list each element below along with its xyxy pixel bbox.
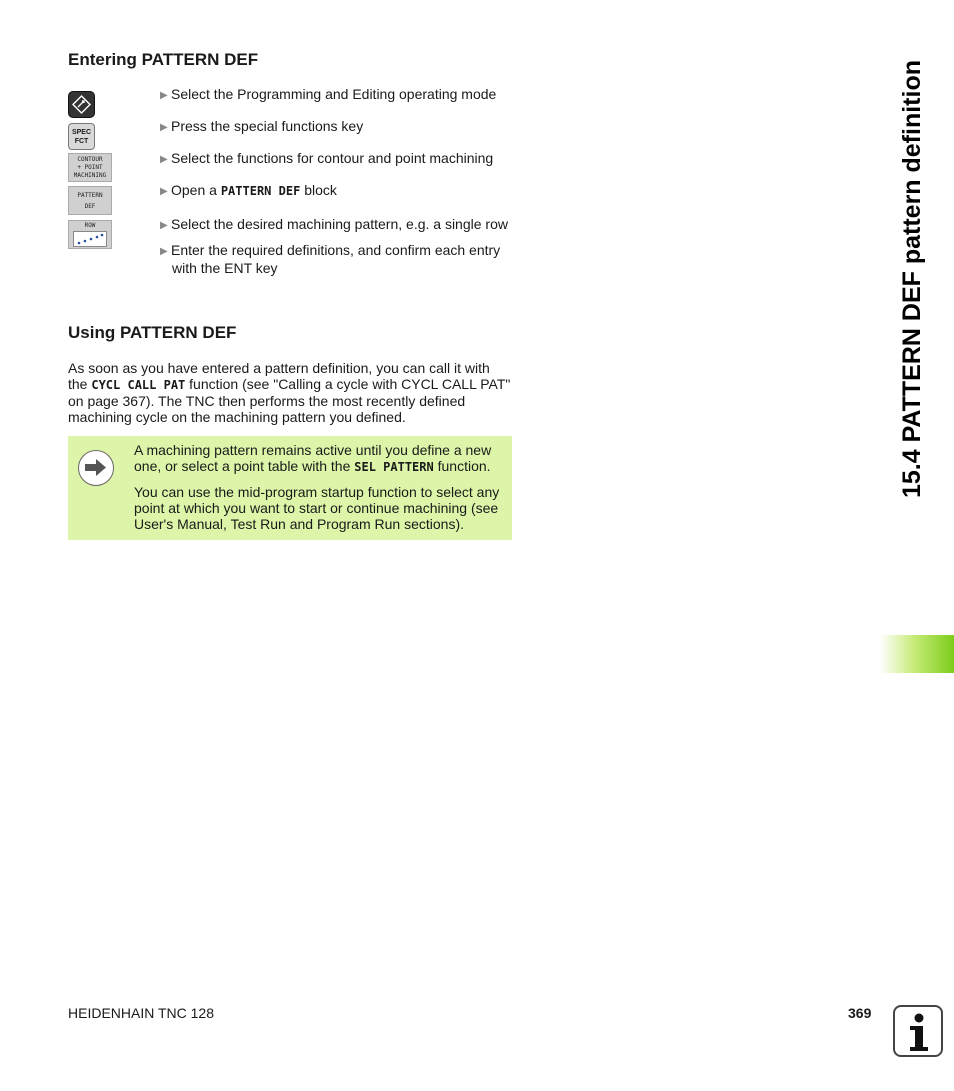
chapter-side-title: 15.4 PATTERN DEF pattern definition [898, 60, 926, 498]
contour-point-machining-softkey[interactable] [68, 153, 112, 182]
step-2 [160, 118, 520, 136]
softkey-line: DEF [84, 203, 96, 210]
step-5 [160, 216, 520, 234]
note-paragraph-1 [134, 442, 506, 475]
row-pattern-icon [73, 231, 107, 247]
spec-fct-line1: SPEC [71, 129, 92, 136]
step-1 [160, 86, 520, 104]
step-4 [160, 182, 520, 200]
step-text: Enter the required definitions, and confirm each entry [171, 242, 501, 258]
info-icon[interactable] [893, 1005, 943, 1057]
step-text-pre: Open a [171, 182, 221, 198]
softkey-line: + POINT [77, 164, 103, 171]
footer-product: HEIDENHAIN TNC 128 [68, 1005, 215, 1021]
row-softkey[interactable] [68, 220, 112, 249]
note-paragraph-2: You can use the mid-program startup function to select any point at which you want to start or continue machining (see User's Manual, Test Run and Program Run sections). [134, 484, 500, 532]
triangle-bullet-icon: ▶ [160, 220, 168, 231]
spec-fct-key[interactable] [68, 123, 95, 150]
programming-mode-key[interactable] [68, 91, 95, 118]
step-3 [160, 150, 520, 168]
step-text-post: block [300, 182, 337, 198]
para-text-post: function (see "Calling a cycle with CYCL CALL PAT" on page 367). The TNC then performs the most recently defined machining cycle on the machining pattern you defined. [68, 376, 511, 425]
arrow-right-icon [78, 450, 114, 486]
para-code: CYCL CALL PAT [91, 378, 186, 392]
section-heading-entering: Entering PATTERN DEF [68, 50, 259, 69]
triangle-bullet-icon: ▶ [160, 154, 168, 165]
step-text: Select the desired machining pattern, e.g. a single row [171, 216, 508, 232]
step-code: PATTERN DEF [220, 184, 301, 198]
note-text-post: function. [433, 458, 491, 474]
triangle-bullet-icon: ▶ [160, 186, 168, 197]
note-text [134, 442, 506, 541]
spec-fct-line2: FCT [74, 138, 89, 145]
triangle-bullet-icon: ▶ [160, 90, 168, 101]
step-text: Select the functions for contour and point machining [171, 150, 494, 166]
page-number: 369 [848, 1005, 872, 1021]
step-6 [160, 242, 520, 276]
step-text: Press the special functions key [171, 118, 364, 134]
softkey-line: PATTERN [77, 192, 103, 199]
body-paragraph [68, 360, 513, 425]
triangle-bullet-icon: ▶ [160, 246, 168, 257]
softkey-line: ROW [84, 222, 96, 229]
pattern-def-softkey[interactable] [68, 186, 112, 215]
programming-edit-icon [69, 92, 94, 117]
section-heading-using: Using PATTERN DEF [68, 323, 237, 342]
note-code: SEL PATTERN [354, 460, 434, 474]
para-text-pre: As soon as you have entered a pattern definition, you can call it with the [68, 360, 490, 392]
triangle-bullet-icon: ▶ [160, 122, 168, 133]
chapter-tab [880, 635, 954, 673]
softkey-line: MACHINING [73, 172, 107, 179]
step-text-continued: with the ENT key [172, 260, 278, 276]
note-text-pre: A machining pattern remains active until you define a new one, or select a point table with the [134, 442, 492, 474]
softkey-line: CONTOUR [77, 156, 103, 163]
step-text: Select the Programming and Editing operating mode [171, 86, 497, 102]
note-box [68, 436, 512, 540]
